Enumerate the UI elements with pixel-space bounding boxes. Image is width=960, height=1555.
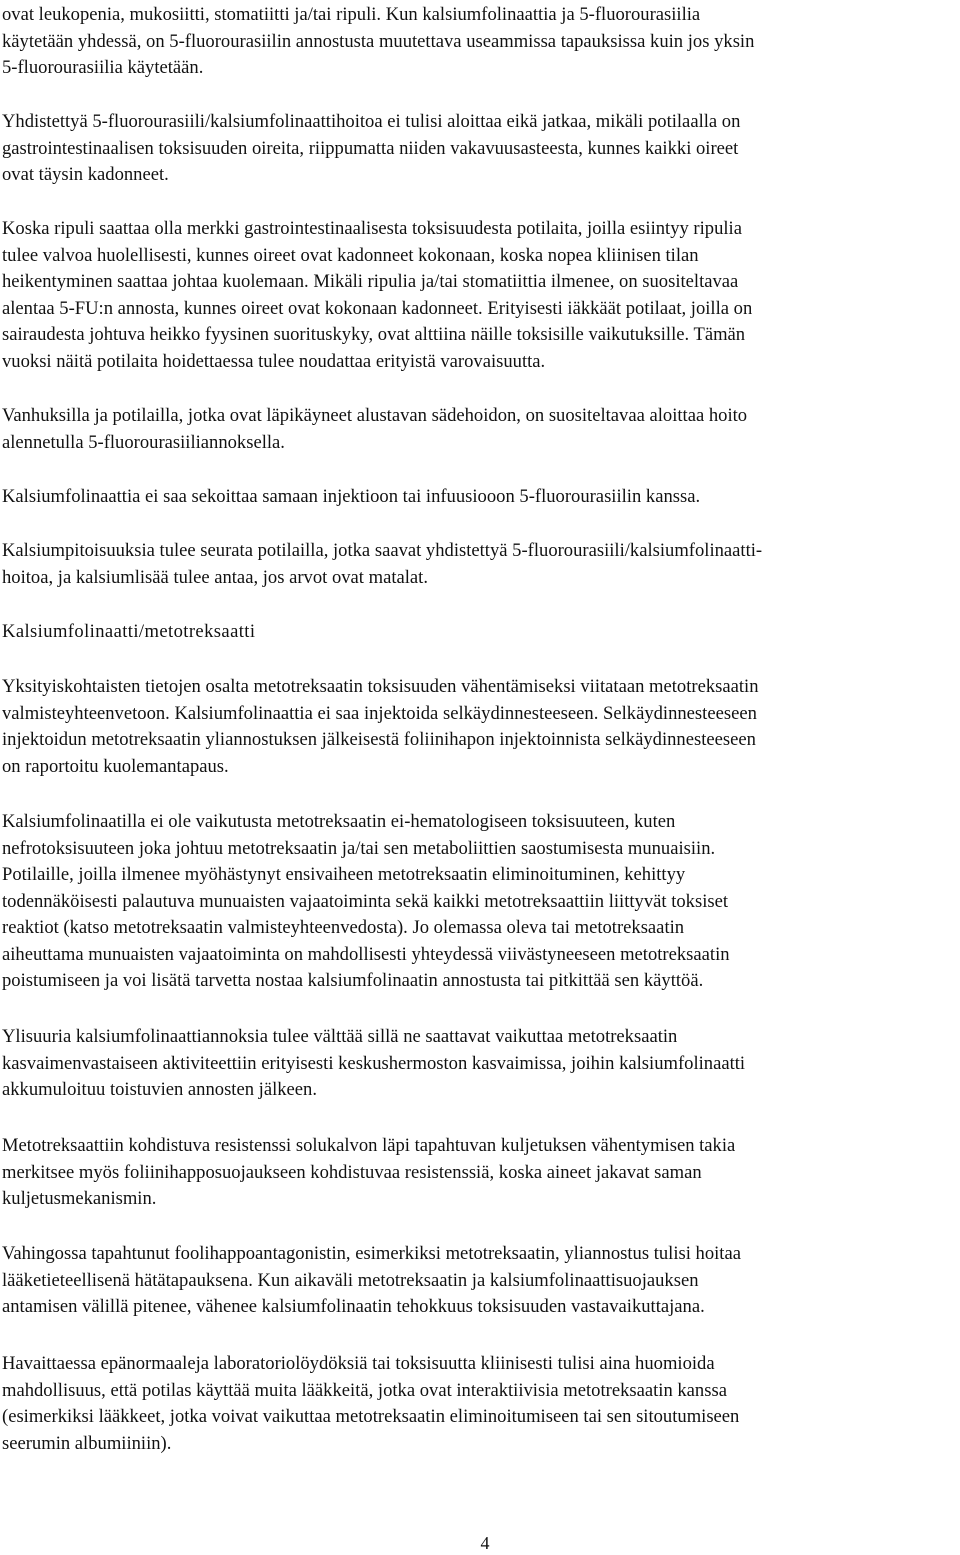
paragraph — [2, 1133, 735, 1213]
paragraph — [2, 674, 759, 780]
text-line: akkumuloituu toistuvien annosten jälkeen. — [2, 1079, 318, 1100]
text-line: Ylisuuria kalsiumfolinaattiannoksia tulee välttää sillä ne saattavat vaikuttaa metotreksaatin — [2, 1026, 678, 1047]
text-line: ovat leukopenia, mukosiitti, stomatiitti ja/tai ripuli. Kun kalsiumfolinaattia ja 5-fluorourasiilia — [2, 4, 701, 25]
paragraph — [2, 403, 747, 456]
text-line: seerumin albumiiniin). — [2, 1432, 172, 1454]
text-line: 5-fluorourasiilia käytetään. — [2, 57, 204, 78]
text-line: kuljetusmekanismin. — [2, 1188, 157, 1209]
text-line: Metotreksaattiin kohdistuva resistenssi solukalvon läpi tapahtuvan kuljetuksen vähentymisen takia — [2, 1135, 736, 1156]
text-line: todennäköisesti palautuva munuaisten vajaatoiminta sekä kaikki metotreksaattiin liittyvät toksiset — [2, 890, 729, 912]
paragraph — [2, 1351, 739, 1457]
text-line: valmisteyhteenvetoon. Kalsiumfolinaattia ei saa injektoida selkäydinnesteeseen. Selkäydinnesteeseen — [2, 702, 757, 724]
text-line: reaktiot (katso metotreksaatin valmisteyhteenvedosta). Jo olemassa oleva tai metotreksaatin — [2, 917, 685, 938]
paragraph — [2, 1241, 741, 1321]
text-line: Potilaille, joilla ilmenee myöhästynyt ensivaiheen metotreksaatin eliminoituminen, kehittyy — [2, 864, 686, 885]
text-line: Kalsiumpitoisuuksia tulee seurata potilailla, jotka saavat yhdistettyä 5-fluorourasiili/kalsiumfolinaatti- — [2, 540, 763, 561]
text-line: nefrotoksisuuteen joka johtuu metotreksaatin ja/tai sen metaboliittien saostumisesta munuaisiin. — [2, 837, 716, 859]
text-line: heikentyminen saattaa johtaa kuolemaan. Mikäli ripulia ja/tai stomatiittia ilmenee, on suositeltavaa — [2, 271, 739, 292]
section-heading: Kalsiumfolinaatti/metotreksaatti — [2, 621, 256, 642]
paragraph — [2, 538, 762, 591]
text-line: kasvaimenvastaiseen aktiviteettiin erityisesti keskushermoston kasvaimissa, joihin kalsiumfolinaatti — [2, 1052, 746, 1074]
text-line: gastrointestinaalisen toksisuuden oireita, riippumatta niiden vakavuusasteesta, kunnes kaikki oireet — [2, 137, 739, 159]
text-line: tulee valvoa huolellisesti, kunnes oireet ovat kadonneet kokonaan, koska nopea kliinisen tilan — [2, 244, 699, 266]
text-line: injektoidun metotreksaatin yliannostuksen jälkeisestä foliinihapon injektoinnista selkäydinnesteeseen — [2, 729, 756, 750]
text-line: Yksityiskohtaisten tietojen osalta metotreksaatin toksisuuden vähentämiseksi viitataan metotreksaatin — [2, 676, 759, 697]
text-line: käytetään yhdessä, on 5-fluorourasiilin annostusta muutettava useammissa tapauksissa kuin jos yksin — [2, 30, 755, 52]
text-line: alentaa 5-FU:n annosta, kunnes oireet ovat kokonaan kadonneet. Erityisesti iäkkäät potilaat, joilla on — [2, 297, 753, 319]
text-line: mahdollisuus, että potilas käyttää muita lääkkeitä, jotka ovat interaktiivisia metotreksaatin kanssa — [2, 1379, 727, 1401]
text-line: vuoksi näitä potilaita hoidettaessa tulee noudattaa erityistä varovaisuutta. — [2, 350, 546, 372]
text-line: Kalsiumfolinaatilla ei ole vaikutusta metotreksaatin ei-hematologiseen toksisuuteen, kuten — [2, 811, 676, 832]
text-line: hoitoa, ja kalsiumlisää tulee antaa, jos arvot ovat matalat. — [2, 566, 428, 588]
text-line: Havaittaessa epänormaaleja laboratoriolöydöksiä tai toksisuutta kliinisesti tulisi aina huomioida — [2, 1353, 715, 1374]
paragraph — [2, 484, 700, 511]
text-line: merkitsee myös foliinihapposuojaukseen kohdistuvaa resistenssiä, koska aineet jakavat saman — [2, 1161, 702, 1183]
page-number: 4 — [480, 1533, 490, 1553]
paragraph — [2, 1024, 745, 1104]
text-line: on raportoitu kuolemantapaus. — [2, 755, 229, 777]
text-line: Vahingossa tapahtunut foolihappoantagonistin, esimerkiksi metotreksaatin, yliannostus tulisi hoitaa — [2, 1243, 741, 1264]
text-line: Kalsiumfolinaattia ei saa sekoittaa samaan injektioon tai infuusiooon 5-fluorourasiilin kanssa. — [2, 486, 701, 507]
text-line: Vanhuksilla ja potilailla, jotka ovat läpikäyneet alustavan sädehoidon, on suositeltavaa aloittaa hoito — [2, 405, 748, 426]
text-line: sairaudesta johtuva heikko fyysinen suorituskyky, ovat alttiina näille toksisille vaikutuksille. Tämän — [2, 324, 746, 345]
paragraph — [2, 2, 754, 82]
text-line: (esimerkiksi lääkkeet, jotka voivat vaikuttaa metotreksaatin eliminoitumiseen tai sen sitoutumiseen — [2, 1406, 740, 1427]
paragraph — [2, 809, 730, 995]
paragraph — [2, 216, 752, 375]
text-line: poistumiseen ja voi lisätä tarvetta nostaa kalsiumfolinaatin annostusta tai pitkittää sen käyttöä. — [2, 970, 704, 991]
text-line: antamisen välillä pitenee, vähenee kalsiumfolinaatin tehokkuus toksisuuden vastavaikuttajana. — [2, 1296, 705, 1317]
text-line: ovat täysin kadonneet. — [2, 164, 169, 185]
text-line: aiheuttama munuaisten vajaatoiminta on mahdollisesti yhteydessä viivästyneeseen metotreksaatin — [2, 943, 730, 965]
text-line: Koska ripuli saattaa olla merkki gastrointestinaalisesta toksisuudesta potilaita, joilla esiintyy ripulia — [2, 218, 742, 239]
paragraph — [2, 109, 740, 189]
text-line: alennetulla 5-fluorourasiiliannoksella. — [2, 431, 285, 453]
text-line: lääketieteellisenä hätätapauksena. Kun aikaväli metotreksaatin ja kalsiumfolinaattisuojauksen — [2, 1269, 699, 1291]
text-line: Yhdistettyä 5-fluorourasiili/kalsiumfolinaattihoitoa ei tulisi aloittaa eikä jatkaa, mikäli potilaalla on — [2, 111, 741, 132]
